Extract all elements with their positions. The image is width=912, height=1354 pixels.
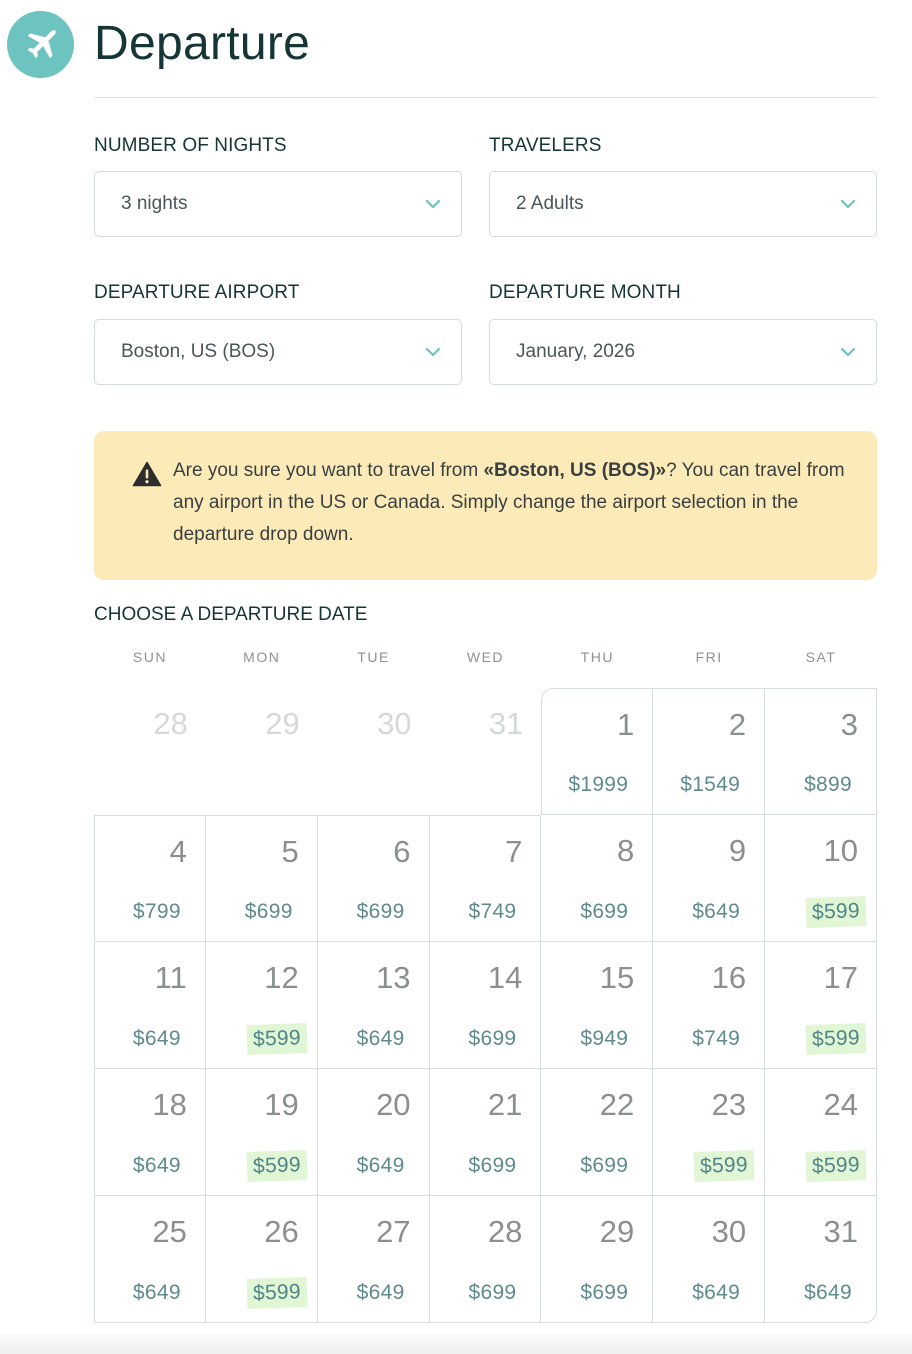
day-number: 21 bbox=[487, 1087, 523, 1122]
day-number: 11 bbox=[154, 960, 187, 995]
price-label: $699 bbox=[468, 1154, 517, 1177]
day-number: 10 bbox=[823, 833, 858, 868]
weekday-tue: TUE bbox=[357, 649, 390, 665]
calendar-day[interactable] bbox=[765, 815, 877, 942]
calendar-day[interactable] bbox=[430, 942, 542, 1069]
best-price-label: $599 bbox=[246, 1023, 307, 1055]
warning-message bbox=[173, 455, 853, 551]
day-number: 14 bbox=[487, 960, 523, 995]
weekday-fri: FRI bbox=[695, 649, 723, 665]
price-label: $699 bbox=[580, 900, 629, 923]
calendar-day[interactable] bbox=[318, 942, 430, 1069]
calendar-day[interactable] bbox=[206, 942, 318, 1069]
calendar-day[interactable] bbox=[94, 1196, 206, 1323]
day-number: 31 bbox=[823, 1214, 858, 1249]
day-number: 27 bbox=[376, 1214, 411, 1249]
day-number: 4 bbox=[169, 834, 187, 869]
warning-airport-name: «Boston, US (BOS)» bbox=[483, 460, 667, 481]
price-label: $649 bbox=[132, 1154, 181, 1177]
day-number: 28 bbox=[487, 1214, 523, 1249]
warning-triangle-icon bbox=[132, 461, 162, 487]
price-label: $749 bbox=[468, 900, 517, 923]
price-label: $699 bbox=[468, 1027, 517, 1050]
calendar-day[interactable] bbox=[430, 815, 542, 942]
month-value: January, 2026 bbox=[516, 341, 636, 362]
calendar-day[interactable] bbox=[94, 815, 206, 942]
price-label: $699 bbox=[580, 1154, 629, 1177]
calendar-day[interactable] bbox=[541, 815, 653, 942]
day-number: 22 bbox=[599, 1087, 635, 1122]
best-price-label: $599 bbox=[806, 896, 867, 928]
day-number: 28 bbox=[153, 706, 188, 741]
calendar-day[interactable] bbox=[765, 942, 877, 1069]
day-number: 17 bbox=[823, 960, 858, 995]
price-label: $649 bbox=[356, 1154, 405, 1177]
price-label: $699 bbox=[468, 1281, 517, 1304]
calendar-day[interactable] bbox=[94, 942, 206, 1069]
price-label: $1999 bbox=[568, 773, 629, 796]
price-label: $899 bbox=[804, 773, 852, 796]
day-number: 29 bbox=[599, 1214, 635, 1249]
weekday-mon: MON bbox=[243, 649, 281, 665]
day-number: 5 bbox=[281, 834, 299, 869]
price-label: $699 bbox=[356, 900, 405, 923]
weekday-wed: WED bbox=[466, 649, 505, 665]
day-number: 1 bbox=[617, 707, 635, 742]
calendar-day[interactable] bbox=[541, 942, 653, 1069]
day-number: 9 bbox=[728, 833, 747, 868]
calendar-day[interactable] bbox=[541, 688, 653, 815]
month-select[interactable] bbox=[489, 319, 877, 385]
day-number: 31 bbox=[488, 706, 524, 741]
calendar-day[interactable] bbox=[94, 1069, 206, 1196]
price-label: $949 bbox=[580, 1027, 629, 1050]
calendar-day[interactable] bbox=[541, 1196, 653, 1323]
calendar-day-disabled bbox=[94, 688, 206, 815]
day-number: 13 bbox=[376, 960, 411, 995]
best-price-label: $599 bbox=[246, 1150, 307, 1182]
day-number: 2 bbox=[728, 707, 747, 742]
day-number: 25 bbox=[152, 1214, 187, 1249]
page-header bbox=[0, 0, 912, 100]
best-price-label: $599 bbox=[806, 1150, 867, 1182]
calendar-day[interactable] bbox=[653, 1196, 765, 1323]
departure-calendar bbox=[94, 688, 877, 1323]
calendar-day-disabled bbox=[318, 688, 430, 815]
chevron-down-icon bbox=[840, 198, 856, 210]
price-label: $649 bbox=[356, 1281, 405, 1304]
calendar-day-disabled bbox=[430, 688, 542, 815]
day-number: 26 bbox=[264, 1214, 299, 1249]
day-number: 7 bbox=[505, 834, 523, 869]
airport-label: DEPARTURE AIRPORT bbox=[94, 282, 300, 303]
day-number: 6 bbox=[393, 834, 411, 869]
best-price-label: $599 bbox=[806, 1023, 867, 1055]
price-label: $649 bbox=[132, 1281, 181, 1304]
airplane-icon bbox=[7, 11, 74, 78]
calendar-day-disabled bbox=[206, 688, 318, 815]
day-number: 15 bbox=[599, 960, 635, 995]
calendar-day[interactable] bbox=[653, 815, 765, 942]
price-label: $799 bbox=[132, 900, 181, 923]
price-label: $649 bbox=[356, 1027, 405, 1050]
nights-label: NUMBER OF NIGHTS bbox=[94, 135, 287, 156]
travelers-label: TRAVELERS bbox=[489, 135, 602, 156]
price-label: $699 bbox=[580, 1281, 629, 1304]
best-price-label: $599 bbox=[694, 1150, 755, 1182]
day-number: 19 bbox=[264, 1087, 299, 1122]
nights-select[interactable] bbox=[94, 171, 462, 237]
page-bottom-shade bbox=[0, 1334, 912, 1354]
month-label: DEPARTURE MONTH bbox=[489, 282, 681, 303]
airport-select[interactable] bbox=[94, 319, 462, 385]
day-number: 18 bbox=[152, 1087, 187, 1122]
calendar-day[interactable] bbox=[541, 1069, 653, 1196]
warning-text-end: ? You can travel from any airport in the US or Canada. Simply change the airport selection in the departure drop down. bbox=[173, 460, 845, 545]
price-label: $1549 bbox=[680, 773, 741, 796]
calendar-day[interactable] bbox=[430, 1196, 542, 1323]
day-number: 16 bbox=[711, 960, 747, 995]
day-number: 30 bbox=[711, 1214, 747, 1249]
price-label: $699 bbox=[244, 900, 293, 923]
calendar-label: CHOOSE A DEPARTURE DATE bbox=[94, 604, 368, 625]
warning-text-start: Are you sure you want to travel from bbox=[173, 460, 484, 481]
nights-value: 3 nights bbox=[121, 193, 188, 214]
weekday-header bbox=[94, 649, 877, 669]
calendar-day[interactable] bbox=[206, 1196, 318, 1323]
calendar-day[interactable] bbox=[653, 688, 765, 815]
chevron-down-icon bbox=[425, 346, 441, 358]
header-divider bbox=[94, 97, 877, 98]
day-number: 8 bbox=[617, 833, 635, 868]
calendar-day[interactable] bbox=[318, 815, 430, 942]
calendar-day[interactable] bbox=[765, 688, 877, 815]
travelers-value: 2 Adults bbox=[516, 193, 584, 214]
day-number: 29 bbox=[265, 706, 300, 741]
day-number: 24 bbox=[823, 1087, 858, 1122]
calendar-day[interactable] bbox=[765, 1196, 877, 1323]
calendar-day[interactable] bbox=[206, 815, 318, 942]
weekday-thu: THU bbox=[580, 649, 614, 665]
airport-value: Boston, US (BOS) bbox=[121, 341, 276, 362]
weekday-sat: SAT bbox=[805, 649, 837, 665]
calendar-day[interactable] bbox=[318, 1069, 430, 1196]
calendar-day[interactable] bbox=[430, 1069, 542, 1196]
price-label: $649 bbox=[804, 1281, 852, 1304]
price-label: $649 bbox=[692, 900, 741, 923]
price-label: $749 bbox=[692, 1027, 741, 1050]
calendar-day[interactable] bbox=[206, 1069, 318, 1196]
airport-warning-banner bbox=[94, 431, 877, 580]
price-label: $649 bbox=[132, 1027, 181, 1050]
day-number: 20 bbox=[376, 1087, 411, 1122]
calendar-day[interactable] bbox=[653, 1069, 765, 1196]
day-number: 30 bbox=[377, 706, 412, 741]
page-title: Departure bbox=[94, 17, 311, 70]
chevron-down-icon bbox=[425, 198, 441, 210]
calendar-day[interactable] bbox=[653, 942, 765, 1069]
calendar-day[interactable] bbox=[765, 1069, 877, 1196]
weekday-sun: SUN bbox=[132, 649, 167, 665]
day-number: 3 bbox=[840, 707, 858, 742]
chevron-down-icon bbox=[840, 346, 856, 358]
price-label: $649 bbox=[692, 1281, 741, 1304]
travelers-select[interactable] bbox=[489, 171, 877, 237]
calendar-day[interactable] bbox=[318, 1196, 430, 1323]
day-number: 23 bbox=[711, 1087, 747, 1122]
day-number: 12 bbox=[264, 960, 299, 995]
best-price-label: $599 bbox=[246, 1277, 307, 1309]
